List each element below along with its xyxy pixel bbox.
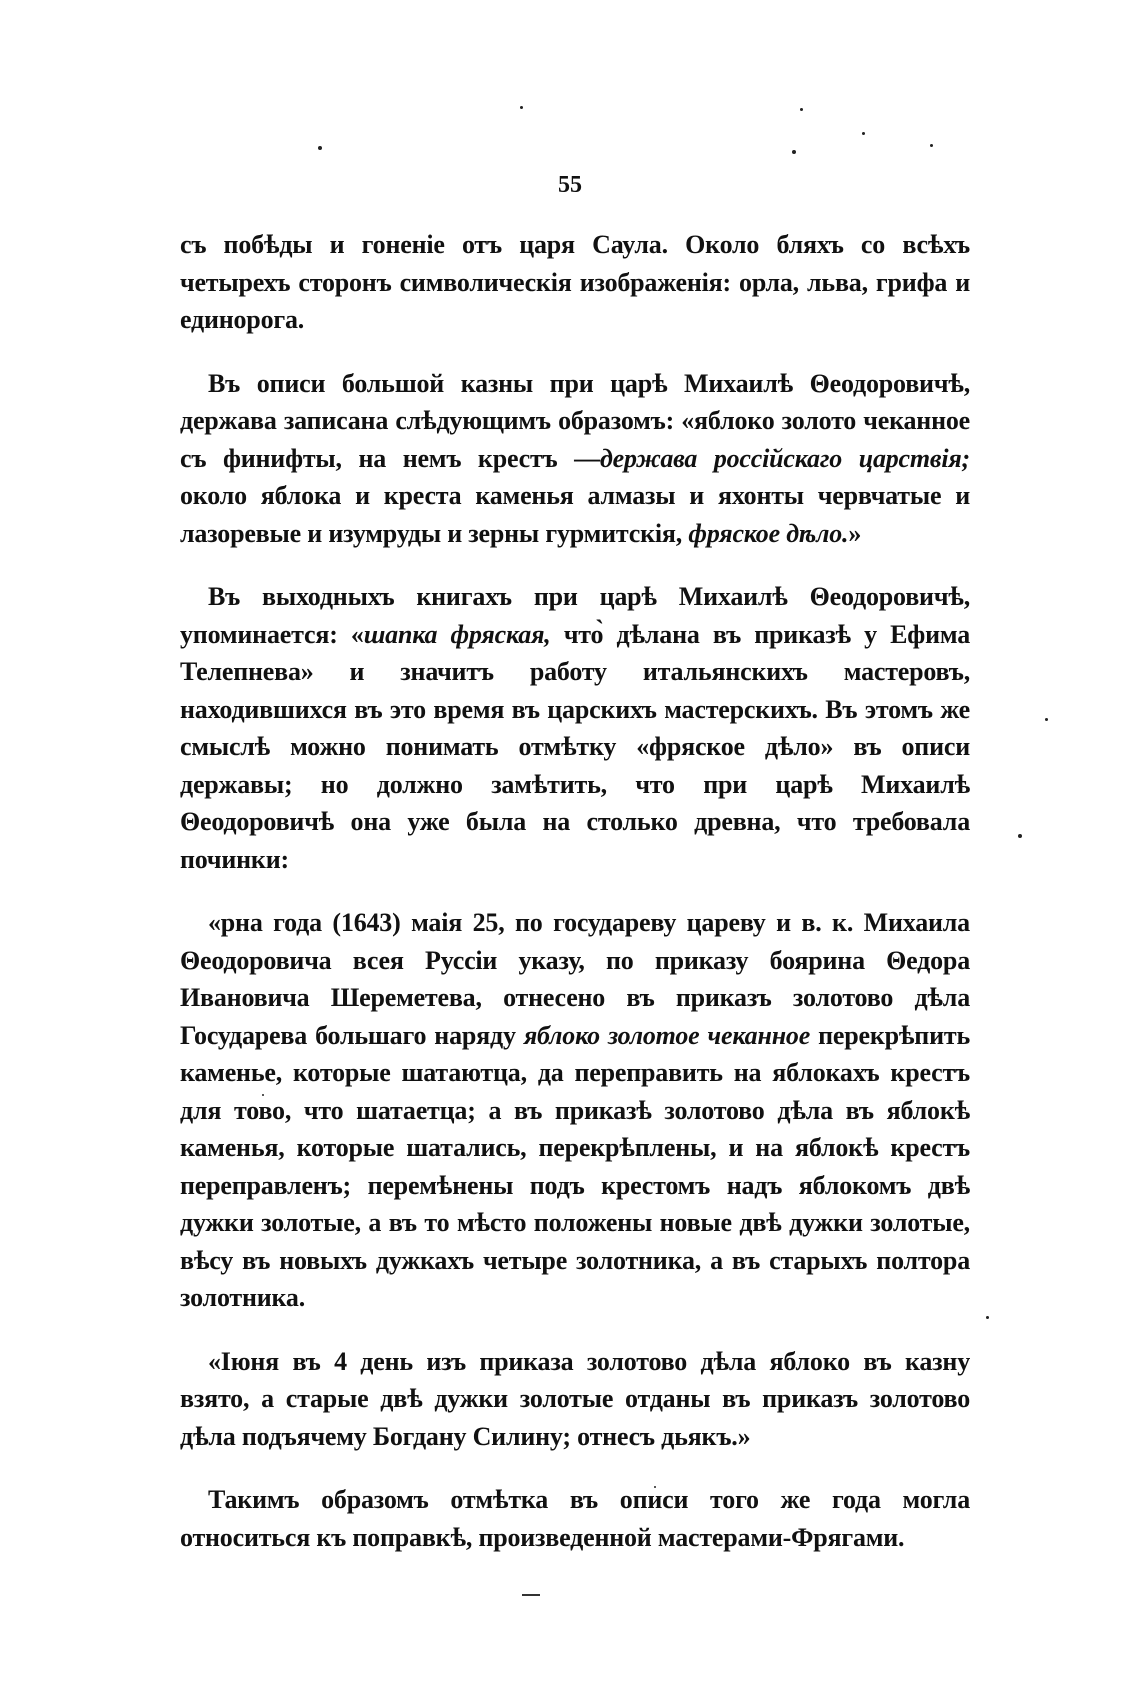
scan-speck (862, 132, 865, 135)
scan-speck (1018, 834, 1022, 838)
scan-speck (930, 144, 933, 147)
body-text (180, 226, 970, 1582)
paragraph-2 (180, 365, 970, 553)
paragraph-text: Въ выходныхъ книгахъ при царѣ Михаилѣ Θеодоровичѣ, упоминается: « (180, 582, 970, 649)
paragraph-text: Такимъ образомъ отмѣтка въ описи того же года могла относиться къ поправкѣ, произведенной мастерами-Фрягами. (180, 1485, 970, 1552)
italic-phrase: яблоко золотое чеканное (523, 1020, 811, 1050)
paragraph-5-quote (180, 1343, 970, 1456)
scan-speck (520, 106, 523, 109)
paragraph-3 (180, 578, 970, 878)
paragraph-text: Въ описи большой казны при царѣ Михаилѣ Θеодоровичѣ, держава записана слѣдующимъ образомъ: «яблоко золото чеканное съ финифты, на немъ крестъ — (180, 368, 970, 473)
italic-phrase: держава россійскаго царствія; (599, 443, 971, 473)
paragraph-text: «Іюня въ 4 день изъ приказа золотово дѣла яблоко въ казну взято, а старые двѣ дужки золотые отданы въ приказъ золотово дѣла подъячему Богдану Силину; отнесъ дьякъ.» (180, 1346, 970, 1451)
scan-speck (986, 1316, 989, 1319)
italic-phrase: фряское дѣло. (688, 518, 849, 548)
scan-speck (800, 108, 803, 111)
paragraph-text: что̀ дѣлана въ приказѣ у Ефима Телепнева» и значитъ работу итальянскихъ мастеровъ, находившихся въ это время въ царскихъ мастерскихъ. Въ этомъ же смыслѣ можно понимать отмѣтку «фряское дѣло» въ описи державы; но должно замѣтить, что при царѣ Михаилѣ Θеодоровичѣ она уже была на столько древна, что требовала починки: (180, 619, 971, 874)
scan-speck (1045, 718, 1048, 721)
italic-phrase: шапка фряская, (363, 619, 551, 649)
paragraph-text: съ побѣды и гоненіе отъ царя Саула. Около бляхъ со всѣхъ четырехъ сторонъ символическія изображенія: орла, льва, грифа и единорога. (180, 230, 970, 334)
paragraph-6 (180, 1481, 970, 1556)
scan-speck (792, 150, 796, 154)
paragraph-text: около яблока и креста каменья алмазы и яхонты червчатые и лазоревые и изумруды и зерны гурмитскія, (180, 481, 970, 548)
bottom-dash-mark (522, 1594, 540, 1596)
scan-speck (318, 146, 322, 150)
paragraph-text: » (848, 518, 862, 548)
paragraph-text: перекрѣпить каменье, которые шатаютца, да переправить на яблокахъ крестъ для тово, что шатаетца; а въ приказѣ золотово дѣла въ яблокѣ каменья, которые шатались, перекрѣплены, и на яблокѣ крестъ переправленъ; перемѣнены подъ крестомъ надъ яблокомъ двѣ дужки золотые, а въ то мѣсто положены новые двѣ дужки золотые, вѣсу въ новыхъ дужкахъ четыре золотника, а въ старыхъ полтора золотника. (180, 1020, 970, 1312)
page-number: 55 (558, 172, 582, 198)
paragraph-4-quote (180, 904, 970, 1317)
paragraph-1 (180, 226, 970, 339)
paragraph-text: «рна года (1643) маія 25, по государеву цареву и в. к. Михаила Θеодоровича всея Руссіи указу, по приказу боярина Θедора Ивановича Шереметева, отнесено въ приказъ золотово дѣла Государева большаго наряду (180, 908, 970, 1050)
